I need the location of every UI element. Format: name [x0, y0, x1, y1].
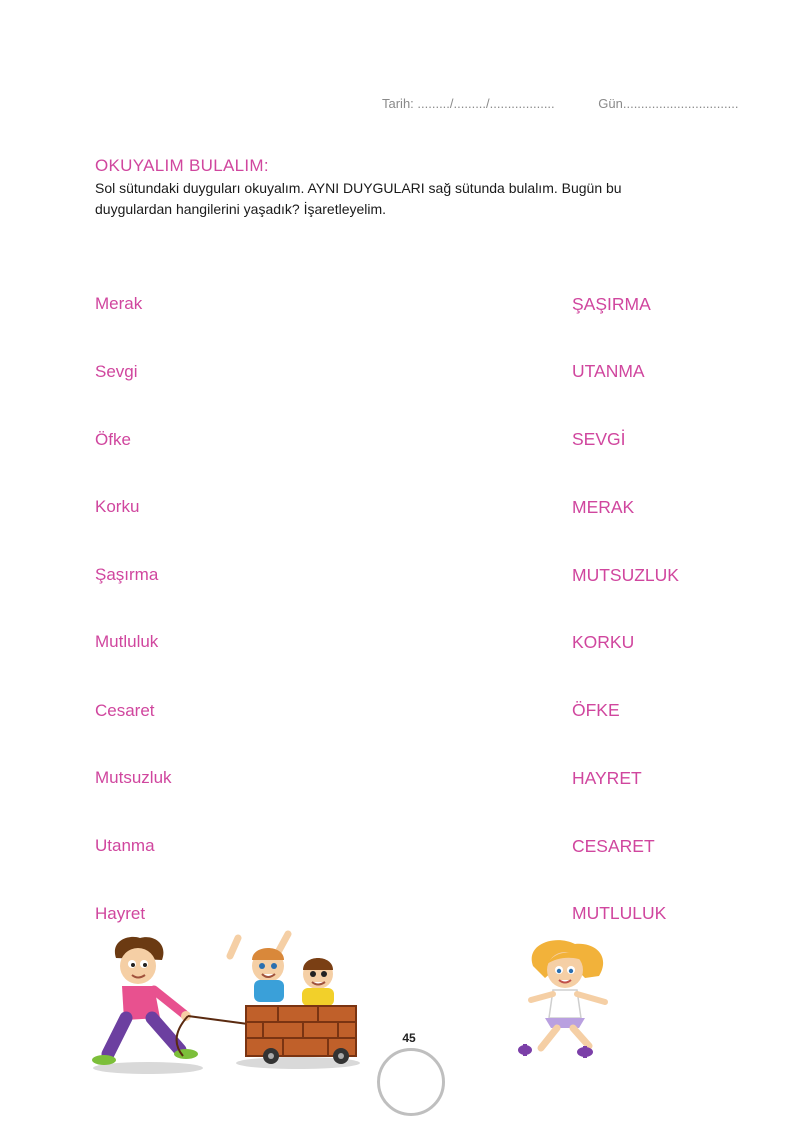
left-word-merak[interactable]: Merak — [95, 294, 143, 313]
right-word-sasirma[interactable]: ŞAŞIRMA — [572, 294, 651, 314]
activity-title: OKUYALIM BULALIM: — [95, 156, 269, 175]
left-word-korku[interactable]: Korku — [95, 497, 140, 516]
date-field[interactable]: Tarih: ........./........./.................. — [382, 96, 555, 111]
right-word-cesaret[interactable]: CESARET — [572, 836, 655, 856]
page-number-circle — [377, 1048, 445, 1116]
activity-instructions: Sol sütundaki duyguları okuyalım. AYNI DUYGULARI sağ sütunda bulalım. Bugün bu duygulardan hangilerini yaşadık? İşaretleyelim. — [95, 180, 622, 217]
left-word-mutluluk[interactable]: Mutluluk — [95, 632, 159, 651]
right-word-mutluluk[interactable]: MUTLULUK — [572, 903, 667, 923]
right-word-utanma[interactable]: UTANMA — [572, 361, 645, 381]
children-cart-illustration — [88, 928, 378, 1078]
right-word-sevgi[interactable]: SEVGİ — [572, 429, 626, 449]
left-word-hayret[interactable]: Hayret — [95, 904, 146, 923]
left-word-utanma[interactable]: Utanma — [95, 836, 155, 855]
left-word-sasirma[interactable]: Şaşırma — [95, 565, 159, 584]
right-word-ofke[interactable]: ÖFKE — [572, 700, 620, 720]
page-number: 45 — [402, 1031, 416, 1045]
right-word-hayret[interactable]: HAYRET — [572, 768, 642, 788]
date-line — [382, 96, 738, 111]
left-word-cesaret[interactable]: Cesaret — [95, 701, 155, 720]
day-field[interactable]: Gün................................ — [598, 96, 739, 111]
right-word-mutsuzluk[interactable]: MUTSUZLUK — [572, 565, 679, 585]
left-word-mutsuzluk[interactable]: Mutsuzluk — [95, 768, 172, 787]
right-word-korku[interactable]: KORKU — [572, 632, 635, 652]
right-word-merak[interactable]: MERAK — [572, 497, 635, 517]
left-word-ofke[interactable]: Öfke — [95, 430, 131, 449]
left-word-sevgi[interactable]: Sevgi — [95, 362, 138, 381]
